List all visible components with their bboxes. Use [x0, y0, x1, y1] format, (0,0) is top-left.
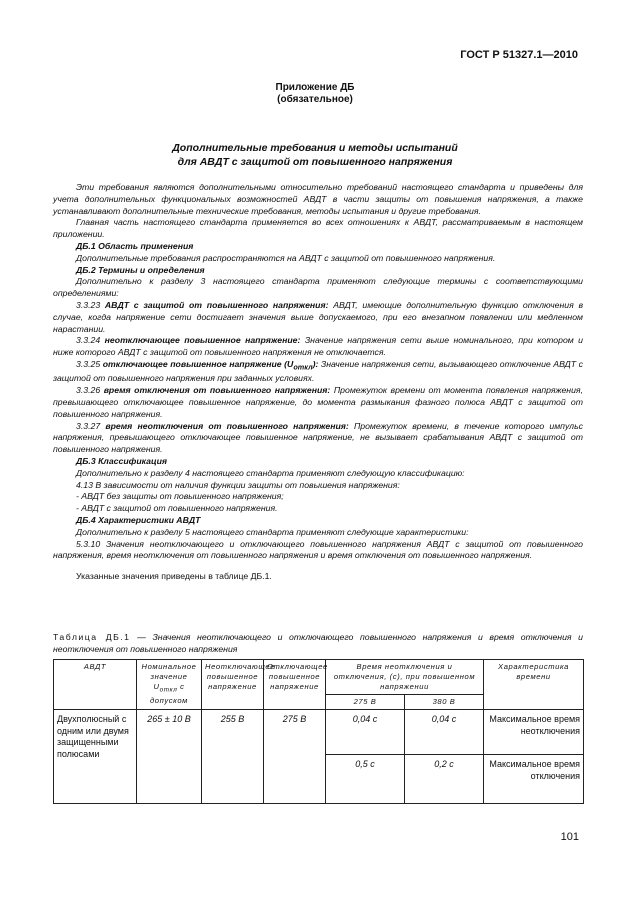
paragraph: Дополнительно к разделу 5 настоящего стандарта применяют следующие характеристики: — [76, 526, 469, 537]
table-header-row — [54, 660, 584, 695]
definition-item — [53, 385, 583, 420]
definition-term: отключающее повышенное напряжение $(U_{откл})$: — [102, 358, 319, 372]
paragraph: Дополнительно к разделу 3 настоящего стандарта применяют следующие термины с соответствующими определениями: — [53, 276, 583, 299]
paragraph: Главная часть настоящего стандарта применяется во всех отношениях к АВДТ, рассматриваемым в настоящем приложении. — [53, 217, 583, 240]
table-cell: 265 ± 10 В — [137, 710, 202, 804]
header-cell: 275 В — [326, 695, 405, 710]
paragraph: Дополнительные требования распространяются на АВДТ с защитой от повышенного напряжения. — [76, 252, 496, 263]
title-line-2: для АВДТ с защитой от повышенного напряжения — [177, 156, 453, 168]
definition-number: 3.3.24 — [76, 335, 101, 346]
definition-text: Промежуток времени от момента появления напряжения, превышающего отключающее повышенное напряжение, до момента размыкания фазного полюса АВДТ с защитой от повышенного напряжения. — [53, 385, 583, 419]
definition-item — [53, 300, 583, 335]
table-cell: 0,2 с — [405, 755, 484, 804]
paragraph: Указанные значения приведены в таблице ДБ.1. — [76, 571, 272, 582]
definition-text: Промежуток времени, в течение которого импульс напряжения, превышающего отключающее повышенное напряжение, не вызывает срабатывания АВДТ с защитой от повышенного напряжения. — [53, 420, 583, 455]
annex-main-title — [0, 141, 630, 169]
paragraph: Дополнительно к разделу 4 настоящего стандарта применяют следующую классификацию: — [76, 467, 465, 478]
header-cell: АВДТ — [54, 660, 137, 710]
definition-number: 3.3.27 — [76, 420, 101, 431]
table-cell: Максимальное время отключения — [484, 755, 584, 804]
definition-number: 3.3.26 — [76, 385, 101, 396]
table-cell: 0,04 с — [326, 710, 405, 755]
header-cell: Неотключающее повышенное напряжение — [202, 660, 264, 710]
header-cell: Время неотключения и отключения, (с), при повышенном напряжении — [326, 660, 484, 695]
definition-item — [53, 359, 583, 385]
table-cell: Двухполюсный с одним или двумя защищенными полюсами — [54, 710, 137, 804]
data-table — [53, 659, 584, 804]
definition-text: Значение напряжения сети выше номинального, при котором и ниже которого АВДТ с защитой от повышенного напряжения не отключается. — [53, 335, 584, 358]
page-number: 101 — [560, 831, 579, 843]
table-caption — [53, 632, 583, 656]
definition-term: АВДТ с защитой от повышенного напряжения: — [104, 299, 329, 310]
annex-body — [53, 182, 583, 583]
paragraph: 4.13 В зависимости от наличия функции защиты от повышения напряжения: — [76, 479, 400, 490]
annex-status: (обязательное) — [277, 94, 353, 105]
annex-heading — [0, 82, 630, 106]
definition-text: Значение напряжения сети, вызывающего отключение АВДТ с защитой от повышенного напряжения при заданных условиях. — [53, 358, 583, 384]
section-heading-characteristics: ДБ.4 Характеристики АВДТ — [76, 515, 201, 526]
table-cell: Максимальное время неотключения — [484, 710, 584, 755]
definition-term: неотключающее повышенное напряжение: — [104, 335, 301, 346]
table-cell: 275 В — [264, 710, 326, 804]
definition-number: 3.3.23 — [76, 299, 101, 310]
header-cell: Характеристика времени — [484, 660, 584, 710]
section-heading-classification: ДБ.3 Классификация — [76, 456, 167, 467]
definition-item — [53, 335, 583, 359]
list-item: - АВДТ с защитой от повышенного напряжения. — [76, 503, 278, 514]
definition-item — [53, 421, 583, 456]
section-heading-scope: ДБ.1 Область применения — [76, 240, 194, 251]
annex-title: Приложение ДБ — [275, 82, 355, 93]
table-caption-label: Таблица ДБ.1 — [53, 632, 131, 642]
table-row — [54, 710, 584, 755]
definition-term: время неотключения от повышенного напряжения: — [105, 420, 349, 431]
document-code: ГОСТ Р 51327.1—2010 — [460, 49, 578, 61]
definition-number: 3.3.25 — [76, 358, 101, 369]
list-item: - АВДТ без защиты от повышенного напряжения; — [76, 491, 284, 502]
section-heading-terms: ДБ.2 Термины и определения — [76, 264, 205, 275]
table-cell: 0,5 с — [326, 755, 405, 804]
table-caption-text: — Значения неотключающего и отключающего повышенного напряжения и время отключения и неотключения от повышенного напряжения — [53, 632, 583, 654]
definition-term: время отключения от повышенного напряжения: — [103, 385, 331, 396]
title-line-1: Дополнительные требования и методы испытаний — [172, 142, 458, 154]
header-cell: Отключающее повышенное напряжение — [264, 660, 326, 710]
paragraph: 5.3.10 Значения неотключающего и отключающего повышенного напряжения АВДТ с защитой от повышенного напряжения, время неотключения от повышенного напряжения и время отключения от повышенного напряжения. — [53, 538, 583, 561]
table-cell: 0,04 с — [405, 710, 484, 755]
header-cell: Номинальное значение $U_{откл}$ с допуском — [137, 660, 202, 710]
table-cell: 255 В — [202, 710, 264, 804]
definition-text: АВДТ, имеющие дополнительную функцию отключения в случае, когда напряжение сети достигает значения выше допускаемого, при его внезапном появлении или медленном нарастании. — [53, 299, 583, 334]
paragraph: Эти требования являются дополнительными относительно требований настоящего стандарта и приведены для учета дополнительных функциональных возможностей АВДТ в части защиты от повышения напряжения, а также устанавливают дополнительные технические требования, методы испытания и другие требования. — [53, 182, 583, 216]
header-cell: 380 В — [405, 695, 484, 710]
